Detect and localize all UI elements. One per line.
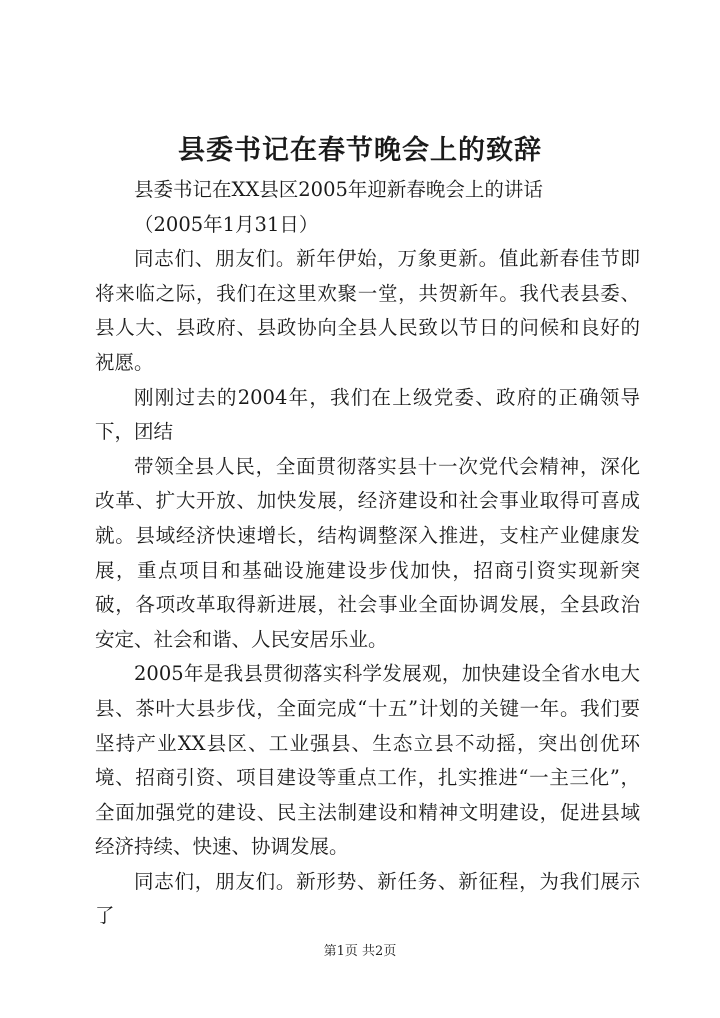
subtitle-paragraph: 县委书记在XX县区2005年迎新春晚会上的讲话 xyxy=(134,178,543,201)
document-body xyxy=(95,173,640,934)
body-paragraph: 2005年是我县贯彻落实科学发展观，加快建设全省水电大县、茶叶大县步伐，全面完成“十五”计划的关键一年。我们要坚持产业XX县区、工业强县、生态立县不动摇，突出创优环境、招商引资、项目建设等重点工作，扎实推进“一主三化”，全面加强党的建设、民主法制建设和精神文明建设，促进县域经济持续、快速、协调发展。 xyxy=(95,662,640,859)
body-paragraph: 同志们，朋友们。新形势、新任务、新征程，为我们展示了 xyxy=(95,869,640,928)
body-paragraph: 同志们、朋友们。新年伊始，万象更新。值此新春佳节即将来临之际，我们在这里欢聚一堂，共贺新年。我代表县委、县人大、县政府、县政协向全县人民致以节日的问候和良好的祝愿。 xyxy=(95,247,640,374)
date-paragraph: （2005年1月31日） xyxy=(134,212,319,236)
document-title: 县委书记在春节晚会上的致辞 xyxy=(178,135,542,166)
body-paragraph: 刚刚过去的2004年，我们在上级党委、政府的正确领导下，团结 xyxy=(95,385,640,444)
page-number-footer: 第1页 共2页 xyxy=(323,944,397,959)
body-paragraph: 带领全县人民，全面贯彻落实县十一次党代会精神，深化改革、扩大开放、加快发展，经济建设和社会事业取得可喜成就。县域经济快速增长，结构调整深入推进，支柱产业健康发展，重点项目和基础设施建设步伐加快，招商引资实现新突破，各项改革取得新进展，社会事业全面协调发展，全县政治安定、社会和谐、人民安居乐业。 xyxy=(95,454,640,651)
